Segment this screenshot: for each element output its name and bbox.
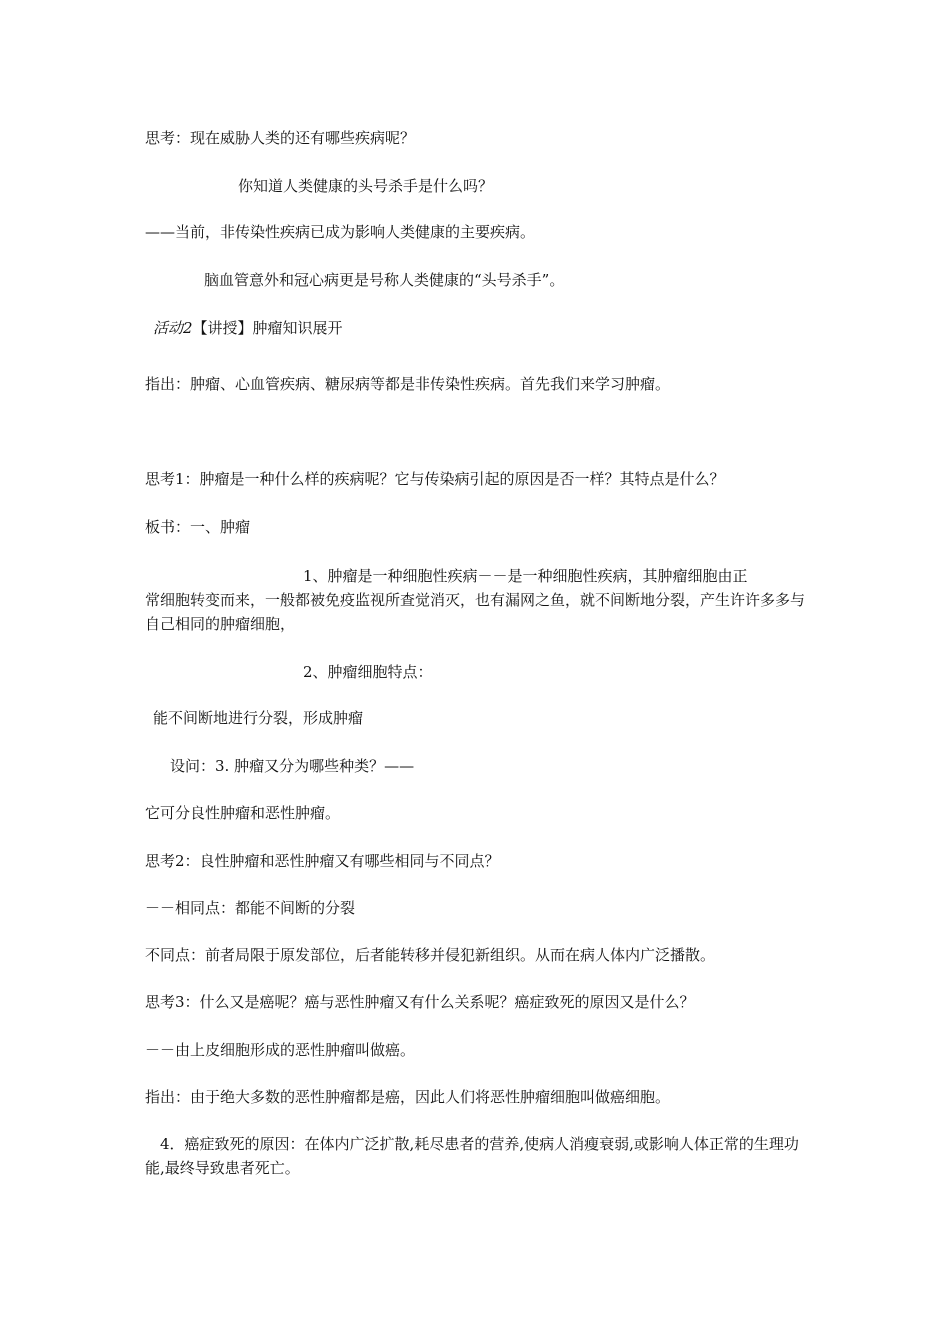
feature-divide: 能不间断地进行分裂，形成肿瘤: [153, 709, 364, 727]
tumor-definition-continued: 常细胞转变而来，一般都被免疫监视所查觉消灭，也有漏网之鱼，就不间断地分裂，产生许许多多与自己相同的肿瘤细胞，: [145, 591, 806, 633]
tumor-definition-first-line: 1、肿瘤是一种细胞性疾病－－是一种细胞性疾病，其肿瘤细胞由正: [303, 567, 748, 585]
activity-prefix: 活动2: [153, 319, 193, 337]
think-3: 思考3：什么又是癌呢？癌与恶性肿瘤又有什么关系呢？癌症致死的原因又是什么？: [145, 993, 695, 1011]
answer-noncommunicable: ——当前，非传染性疾病已成为影响人类健康的主要疾病。: [145, 223, 536, 241]
think-intro: 思考：现在威胁人类的还有哪些疾病呢？: [145, 129, 416, 147]
answer-stroke: 脑血管意外和冠心病更是号称人类健康的“头号杀手”。: [204, 271, 565, 289]
activity-heading: [153, 318, 343, 338]
cancer-definition: －－由上皮细胞形成的恶性肿瘤叫做癌。: [145, 1041, 416, 1059]
question-killer: 你知道人类健康的头号杀手是什么吗？: [238, 177, 494, 195]
think-2: 思考2：良性肿瘤和恶性肿瘤又有哪些相同与不同点？: [145, 852, 500, 870]
activity-title: 【讲授】肿瘤知识展开: [192, 319, 343, 337]
question-types: 设问：3. 肿瘤又分为哪些种类？——: [170, 757, 415, 775]
cancer-death-causes: 4．癌症致死的原因：在体内广泛扩散,耗尽患者的营养,使病人消瘦衰弱,或影响人体正常的生理功能,最终导致患者死亡。: [145, 1135, 799, 1177]
point-out-2: 指出：由于绝大多数的恶性肿瘤都是癌，因此人们将恶性肿瘤细胞叫做癌细胞。: [145, 1088, 671, 1106]
board-heading: 板书：一、肿瘤: [145, 518, 251, 536]
same-points: －－相同点：都能不间断的分裂: [145, 899, 356, 917]
think-1: 思考1：肿瘤是一种什么样的疾病呢？它与传染病引起的原因是否一样？其特点是什么？: [145, 470, 725, 488]
answer-types: 它可分良性肿瘤和恶性肿瘤。: [145, 804, 341, 822]
tumor-cell-features: 2、肿瘤细胞特点：: [303, 663, 433, 681]
diff-points: 不同点：前者局限于原发部位，后者能转移并侵犯新组织。从而在病人体内广泛播散。: [145, 946, 716, 964]
point-out-1: 指出：肿瘤、心血管疾病、糖尿病等都是非传染性疾病。首先我们来学习肿瘤。: [145, 375, 671, 393]
